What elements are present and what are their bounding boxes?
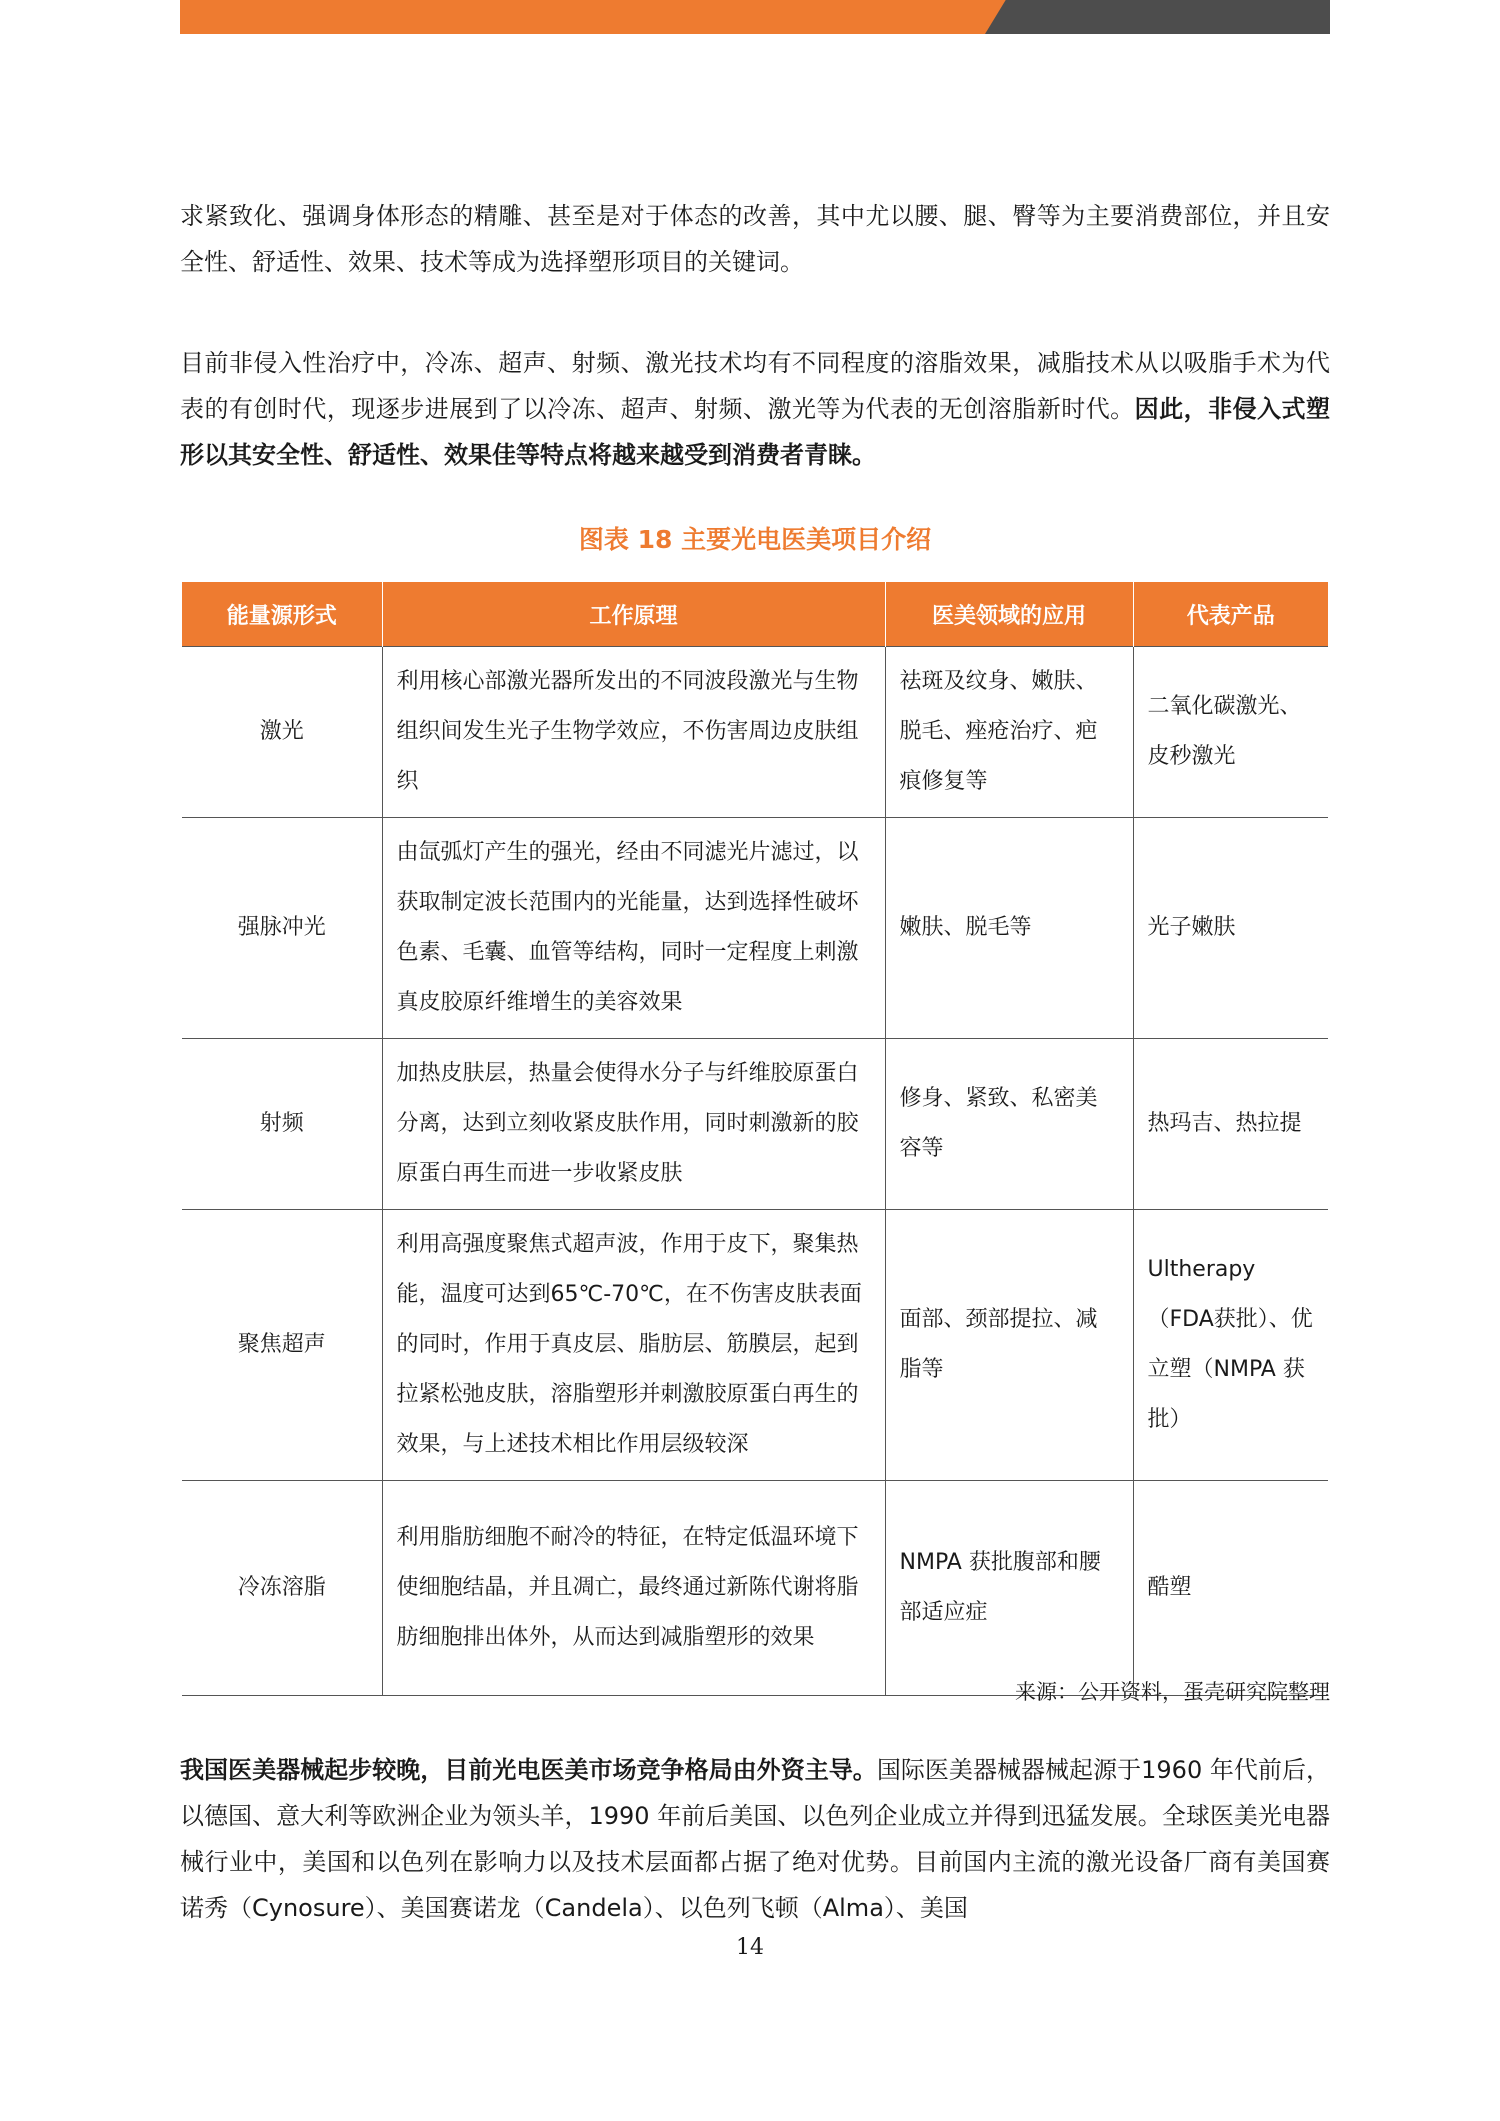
cell-type: 强脉冲光 <box>182 818 382 1039</box>
table-source: 来源：公开资料，蛋壳研究院整理 <box>1015 1680 1330 1704</box>
cell-product: 热玛吉、热拉提 <box>1133 1039 1328 1210</box>
table-row <box>182 818 1328 1039</box>
header-application: 医美领域的应用 <box>885 582 1133 647</box>
table-header-row <box>182 582 1328 647</box>
header-product: 代表产品 <box>1133 582 1328 647</box>
cell-product: 光子嫩肤 <box>1133 818 1328 1039</box>
device-table <box>182 582 1328 1696</box>
table-row <box>182 1039 1328 1210</box>
cell-principle: 利用核心部激光器所发出的不同波段激光与生物组织间发生光子生物学效应，不伤害周边皮肤组织 <box>382 647 885 818</box>
paragraph-3 <box>180 1747 1330 1931</box>
cell-product: Ultherapy（FDA获批）、优立塑（NMPA 获批） <box>1133 1210 1328 1481</box>
cell-principle: 利用高强度聚焦式超声波，作用于皮下，聚集热能，温度可达到65℃-70℃，在不伤害皮肤表面的同时，作用于真皮层、脂肪层、筋膜层，起到拉紧松弛皮肤，溶脂塑形并刺激胶原蛋白再生的效果，与上述技术相比作用层级较深 <box>382 1210 885 1481</box>
cell-type: 激光 <box>182 647 382 818</box>
cell-principle: 加热皮肤层，热量会使得水分子与纤维胶原蛋白分离，达到立刻收紧皮肤作用，同时刺激新的胶原蛋白再生而进一步收紧皮肤 <box>382 1039 885 1210</box>
header-principle: 工作原理 <box>382 582 885 647</box>
paragraph-2 <box>180 340 1330 478</box>
cell-type: 射频 <box>182 1039 382 1210</box>
cell-application: 嫩肤、脱毛等 <box>885 818 1133 1039</box>
paragraph-3-text: 国际医美器械器械起源于1960 年代前后，以德国、意大利等欧洲企业为领头羊，1990 年前后美国、以色列企业成立并得到迅猛发展。全球医美光电器械行业中，美国和以色列在影响力以及技术层面都占据了绝对优势。目前国内主流的激光设备厂商有美国赛诺秀（Cynosure）、美国赛诺龙（Candela）、以色列飞顿（Alma）、美国 <box>180 1756 1330 1922</box>
table-row <box>182 647 1328 818</box>
cell-type: 冷冻溶脂 <box>182 1481 382 1696</box>
paragraph-1: 求紧致化、强调身体形态的精雕、甚至是对于体态的改善，其中尤以腰、腿、臀等为主要消费部位，并且安全性、舒适性、效果、技术等成为选择塑形项目的关键词。 <box>180 202 1330 276</box>
cell-application: 面部、颈部提拉、减脂等 <box>885 1210 1133 1481</box>
cell-principle: 由氙弧灯产生的强光，经由不同滤光片滤过，以获取制定波长范围内的光能量，达到选择性破坏色素、毛囊、血管等结构，同时一定程度上刺激真皮胶原纤维增生的美容效果 <box>382 818 885 1039</box>
cell-principle: 利用脂肪细胞不耐冷的特征，在特定低温环境下使细胞结晶，并且凋亡，最终通过新陈代谢将脂肪细胞排出体外，从而达到减脂塑形的效果 <box>382 1481 885 1696</box>
header-energy-source: 能量源形式 <box>182 582 382 647</box>
table-row <box>182 1481 1328 1696</box>
cell-application: 修身、紧致、私密美容等 <box>885 1039 1133 1210</box>
table-caption: 图表 18 主要光电医美项目介绍 <box>578 525 932 554</box>
cell-application: NMPA 获批腹部和腰部适应症 <box>885 1481 1133 1696</box>
cell-application: 祛斑及纹身、嫩肤、脱毛、痤疮治疗、疤痕修复等 <box>885 647 1133 818</box>
paragraph-2-text: 目前非侵入性治疗中，冷冻、超声、射频、激光技术均有不同程度的溶脂效果，减脂技术从以吸脂手术为代表的有创时代，现逐步进展到了以冷冻、超声、射频、激光等为代表的无创溶脂新时代。 <box>180 349 1330 423</box>
header-dark-bar <box>985 0 1330 34</box>
table-row <box>182 1210 1328 1481</box>
cell-product: 二氧化碳激光、皮秒激光 <box>1133 647 1328 818</box>
cell-type: 聚焦超声 <box>182 1210 382 1481</box>
paragraph-3-lead: 我国医美器械起步较晚，目前光电医美市场竞争格局由外资主导。 <box>180 1756 877 1784</box>
paragraph-2-conclusion: 因此，非侵入式塑形以其安全性、舒适性、效果佳等特点将越来越受到消费者青睐。 <box>180 395 1331 469</box>
page-number: 14 <box>736 1935 764 1960</box>
cell-product: 酷塑 <box>1133 1481 1328 1696</box>
